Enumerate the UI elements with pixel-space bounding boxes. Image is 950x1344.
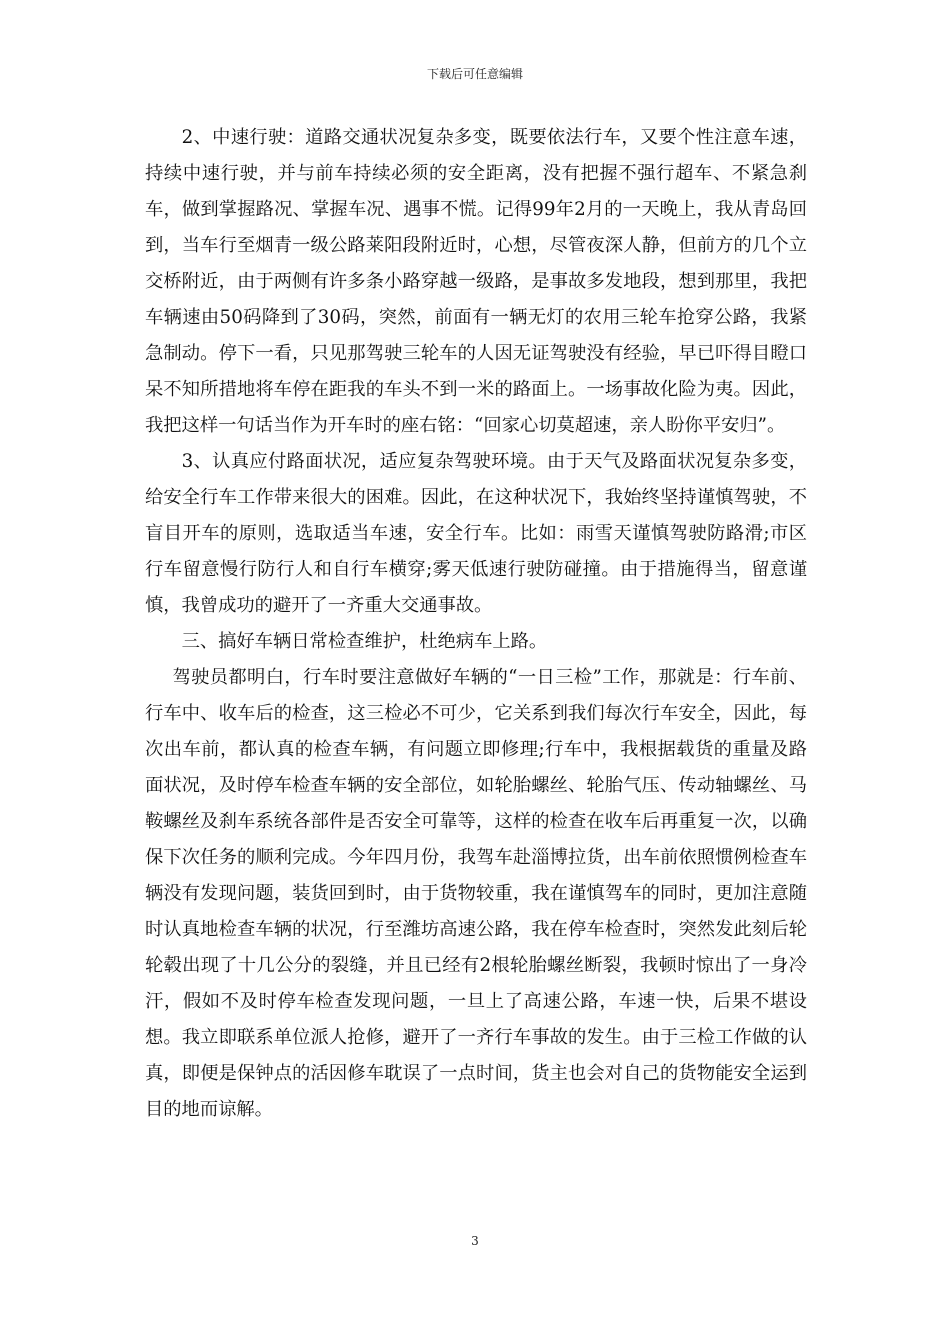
paragraph-road-conditions: 3、认真应付路面状况，适应复杂驾驶环境。由于天气及路面状况复杂多变，给安全行车工作带来很大的困难。因此，在这种状况下，我始终坚持谨慎驾驶，不盲目开车的原则，选取适当车速，安全行车。比如：雨雪天谨慎驾驶防路滑;市区行车留意慢行防行人和自行车横穿;雾天低速行驶防碰撞。由于措施得当，留意谨慎，我曾成功的避开了一齐重大交通事故。 — [145, 451, 807, 616]
page-header: 下载后可任意编辑 — [426, 67, 523, 81]
paragraph-moderate-speed: 2、中速行驶：道路交通状况复杂多变，既要依法行车，又要个性注意车速，持续中速行驶，并与前车持续必须的安全距离，没有把握不强行超车、不紧急刹车，做到掌握路况、掌握车况、遇事不慌。记得99年2月的一天晚上，我从青岛回到，当车行至烟青一级公路莱阳段附近时，心想，尽管夜深人静，但前方的几个立交桥附近，由于两侧有许多条小路穿越一级路，是事故多发地段，想到那里，我把车辆速由50码降到了30码，突然，前面有一辆无灯的农用三轮车抢穿公路，我紧急制动。停下一看，只见那驾驶三轮车的人因无证驾驶没有经验，早已吓得目瞪口呆不知所措地将车停在距我的车头不到一米的路面上。一场事故化险为夷。因此，我把这样一句话当作为开车时的座右铭：“回家心切莫超速，亲人盼你平安归”。 — [145, 127, 807, 436]
document-body — [145, 120, 807, 1128]
paragraph-daily-checks: 驾驶员都明白，行车时要注意做好车辆的“一日三检”工作，那就是：行车前、行车中、收车后的检查，这三检必不可少，它关系到我们每次行车安全，因此，每次出车前，都认真的检查车辆，有问题立即修理;行车中，我根据载货的重量及路面状况，及时停车检查车辆的安全部位，如轮胎螺丝、轮胎气压、传动轴螺丝、马鞍螺丝及刹车系统各部件是否安全可靠等，这样的检查在收车后再重复一次，以确保下次任务的顺利完成。今年四月份，我驾车赴淄博拉货，出车前依照惯例检查车辆没有发现问题，装货回到时，由于货物较重，我在谨慎驾车的同时，更加注意随时认真地检查车辆的状况，行至潍坊高速公路，我在停车检查时，突然发此刻后轮轮毂出现了十几公分的裂缝，并且已经有2根轮胎螺丝断裂，我顿时惊出了一身冷汗，假如不及时停车检查发现问题，一旦上了高速公路，车速一快，后果不堪设想。我立即联系单位派人抢修，避开了一齐行车事故的发生。由于三检工作做的认真，即便是保钟点的活因修车耽误了一点时间，货主也会对自己的货物能安全运到目的地而谅解。 — [145, 667, 807, 1120]
page-number: 3 — [471, 1234, 479, 1248]
section-heading-vehicle-inspection: 三、搞好车辆日常检查维护，杜绝病车上路。 — [181, 631, 548, 652]
